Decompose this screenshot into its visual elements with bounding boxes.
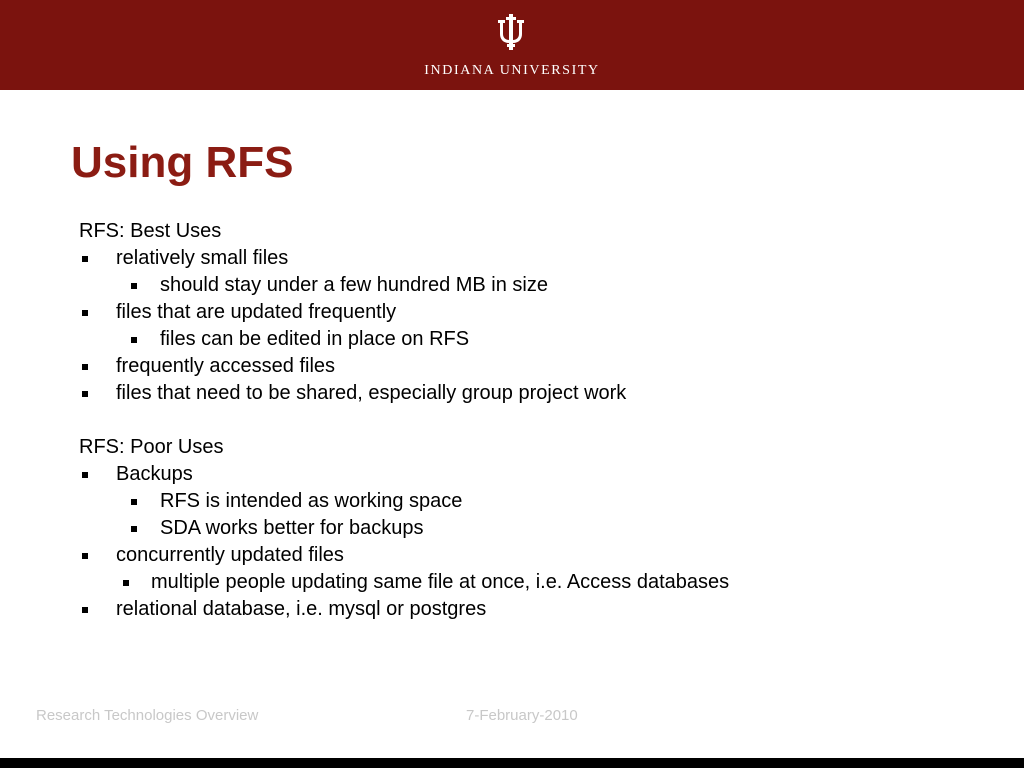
footer-presentation-title: Research Technologies Overview: [36, 707, 259, 724]
square-bullet-icon: [82, 391, 88, 397]
square-bullet-icon: [82, 553, 88, 559]
bottom-bar: [0, 758, 1024, 768]
footer-date: 7-February-2010: [466, 707, 578, 724]
square-bullet-icon: [82, 607, 88, 613]
poor-uses-heading: RFS: Poor Uses: [79, 436, 224, 458]
square-bullet-icon: [82, 364, 88, 370]
square-bullet-icon: [131, 499, 137, 505]
list-item-text: frequently accessed files: [116, 355, 336, 377]
best-uses-heading: RFS: Best Uses: [79, 220, 222, 242]
university-name: INDIANA UNIVERSITY: [424, 63, 600, 78]
sub-list-item-text: RFS is intended as working space: [160, 490, 463, 512]
square-bullet-icon: [131, 283, 137, 289]
square-bullet-icon: [131, 526, 137, 532]
trident-logo-icon: [496, 14, 526, 50]
square-bullet-icon: [82, 256, 88, 262]
list-item-text: files that need to be shared, especially group project work: [116, 382, 627, 404]
header-banner: [0, 0, 1024, 90]
square-bullet-icon: [82, 310, 88, 316]
list-item-text: relatively small files: [116, 247, 289, 269]
list-item-text: Backups: [116, 463, 193, 485]
sub-list-item-text: should stay under a few hundred MB in size: [160, 274, 548, 296]
sub-list-item-text: SDA works better for backups: [160, 517, 424, 539]
square-bullet-icon: [82, 472, 88, 478]
square-bullet-icon: [131, 337, 137, 343]
list-item-text: files that are updated frequently: [116, 301, 397, 323]
list-item-text: relational database, i.e. mysql or postgres: [116, 598, 487, 620]
slide-title: Using RFS: [71, 138, 294, 187]
square-bullet-icon: [123, 580, 129, 586]
sub-list-item-text: files can be edited in place on RFS: [160, 328, 470, 350]
list-item-text: concurrently updated files: [116, 544, 344, 566]
sub-list-item-text: multiple people updating same file at once, i.e. Access databases: [151, 571, 730, 593]
